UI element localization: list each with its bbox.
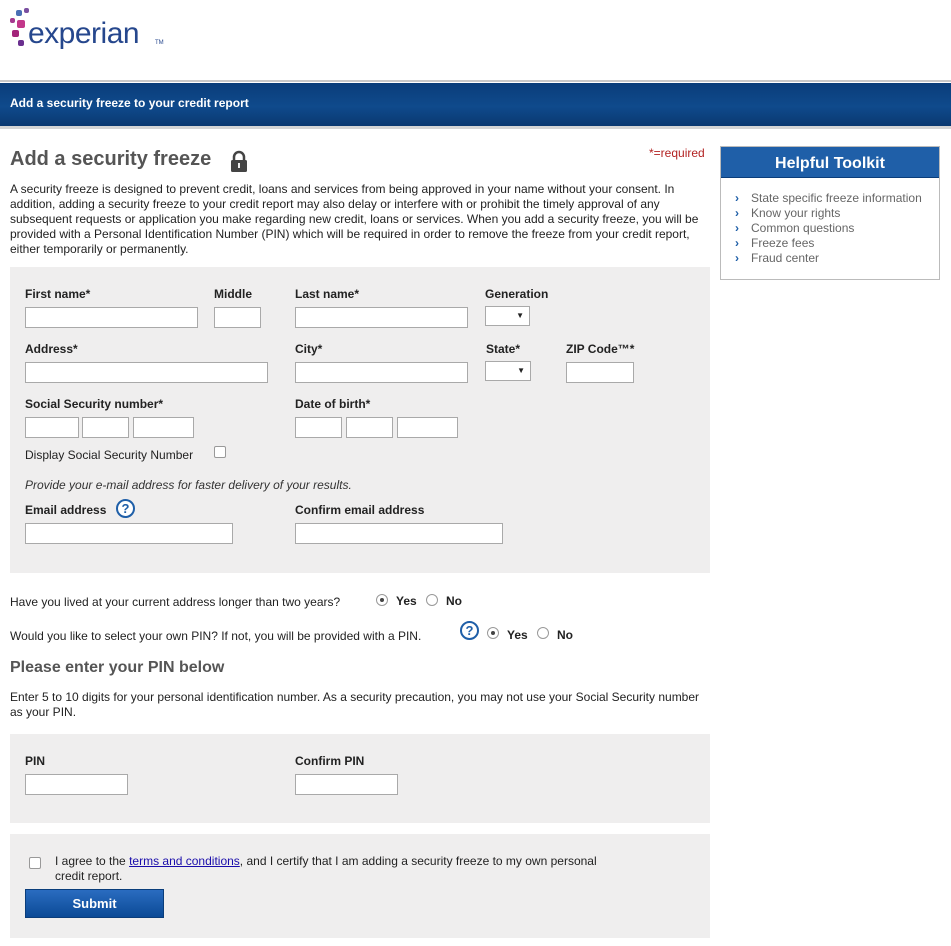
dob-day-input[interactable]: [346, 417, 393, 438]
logo-dot: [17, 20, 25, 28]
middle-input[interactable]: [214, 307, 261, 328]
toolkit-item-know-rights[interactable]: › Know your rights: [735, 206, 922, 221]
page-title: Add a security freeze: [10, 148, 212, 170]
confirm-email-input[interactable]: [295, 523, 503, 544]
last-name-label: Last name*: [295, 287, 360, 301]
pin-label: PIN: [25, 754, 46, 768]
address-label: Address*: [25, 342, 78, 356]
required-note: *=required: [649, 146, 705, 160]
intro-text: A security freeze is designed to prevent credit, loans and services from being approved in your name without your consent. In addition, adding a security freeze to your credit report may also delay or interfere with or prohibit the timely approval of any subsequent requests or application you make regarding new credit, loans or services. When you add a security freeze, you will be provided with a Personal Identification Number (PIN) which will be required in order to remove the freeze from your credit report, either temporarily or permanently.: [10, 182, 699, 256]
last-name-input[interactable]: [295, 307, 468, 328]
toolkit-item-freeze-fees[interactable]: › Freeze fees: [735, 236, 922, 251]
experian-logo[interactable]: [10, 8, 170, 58]
logo-dot: [18, 40, 24, 46]
state-label: State*: [486, 342, 521, 356]
pin-yes-label: Yes: [507, 628, 528, 642]
middle-label: Middle: [214, 287, 252, 301]
lock-icon: [230, 150, 248, 172]
banner-title: Add a security freeze to your credit report: [10, 96, 249, 110]
email-label: Email address: [25, 503, 107, 517]
toolkit-list: [735, 191, 922, 266]
header-divider: [0, 80, 951, 82]
confirm-email-label: Confirm email address: [295, 503, 425, 517]
terms-link[interactable]: terms and conditions: [129, 854, 240, 868]
display-ssn-checkbox[interactable]: [214, 446, 226, 458]
city-input[interactable]: [295, 362, 468, 383]
logo-dot: [16, 10, 22, 16]
toolkit-item-state-freeze[interactable]: › State specific freeze information: [735, 191, 922, 206]
lived-yes-radio[interactable]: [376, 594, 388, 606]
agreement-text-before: I agree to the: [55, 854, 130, 868]
toolkit-title: Helpful Toolkit: [721, 147, 939, 178]
pin-heading: Please enter your PIN below: [10, 659, 225, 676]
logo-tm: TM: [155, 40, 164, 46]
first-name-input[interactable]: [25, 307, 198, 328]
city-label: City*: [295, 342, 323, 356]
toolkit-item-common-questions[interactable]: › Common questions: [735, 221, 922, 236]
lived-no-label: No: [446, 594, 462, 608]
email-note: Provide your e-mail address for faster delivery of your results.: [25, 478, 352, 492]
pin-input[interactable]: [25, 774, 128, 795]
generation-label: Generation: [485, 287, 549, 301]
email-help-icon[interactable]: ?: [116, 499, 135, 518]
logo-dot: [10, 18, 15, 23]
email-input[interactable]: [25, 523, 233, 544]
pin-no-label: No: [557, 628, 573, 642]
toolkit-item-fraud-center[interactable]: › Fraud center: [735, 251, 922, 266]
state-select[interactable]: [485, 361, 531, 381]
helpful-toolkit: [720, 146, 940, 280]
confirm-pin-input[interactable]: [295, 774, 398, 795]
display-ssn-label: Display Social Security Number: [25, 448, 194, 462]
lived-yes-label: Yes: [396, 594, 417, 608]
submit-button[interactable]: Submit: [25, 889, 164, 918]
pin-yes-radio[interactable]: [487, 627, 499, 639]
dob-year-input[interactable]: [397, 417, 458, 438]
generation-select[interactable]: [485, 306, 530, 326]
lived-two-years-question: Have you lived at your current address longer than two years?: [10, 595, 341, 609]
lived-no-radio[interactable]: [426, 594, 438, 606]
page-banner: [0, 83, 951, 129]
ssn-part1-input[interactable]: [25, 417, 79, 438]
first-name-label: First name*: [25, 287, 91, 301]
select-pin-question: Would you like to select your own PIN? If not, you will be provided with a PIN.: [10, 629, 422, 643]
logo-dot: [24, 8, 29, 13]
confirm-pin-label: Confirm PIN: [295, 754, 365, 768]
agree-checkbox[interactable]: [29, 857, 41, 869]
dob-label: Date of birth*: [295, 397, 371, 411]
pin-help-icon[interactable]: ?: [460, 621, 479, 640]
zip-input[interactable]: [566, 362, 634, 383]
address-input[interactable]: [25, 362, 268, 383]
ssn-part3-input[interactable]: [133, 417, 194, 438]
logo-dot: [12, 30, 19, 37]
pin-instructions: Enter 5 to 10 digits for your personal identification number. As a security precaution, you may not use your Social Security number as your PIN.: [10, 690, 700, 719]
agreement-panel: [10, 834, 710, 938]
logo-wordmark: experian: [28, 17, 140, 50]
agreement-text-after: , and I certify that I am adding a security freeze to my own personal credit report.: [55, 854, 597, 883]
zip-label: ZIP Code™*: [566, 342, 635, 356]
pin-no-radio[interactable]: [537, 627, 549, 639]
agreement-text: [55, 854, 615, 884]
dob-month-input[interactable]: [295, 417, 342, 438]
ssn-label: Social Security number*: [25, 397, 164, 411]
ssn-part2-input[interactable]: [82, 417, 129, 438]
